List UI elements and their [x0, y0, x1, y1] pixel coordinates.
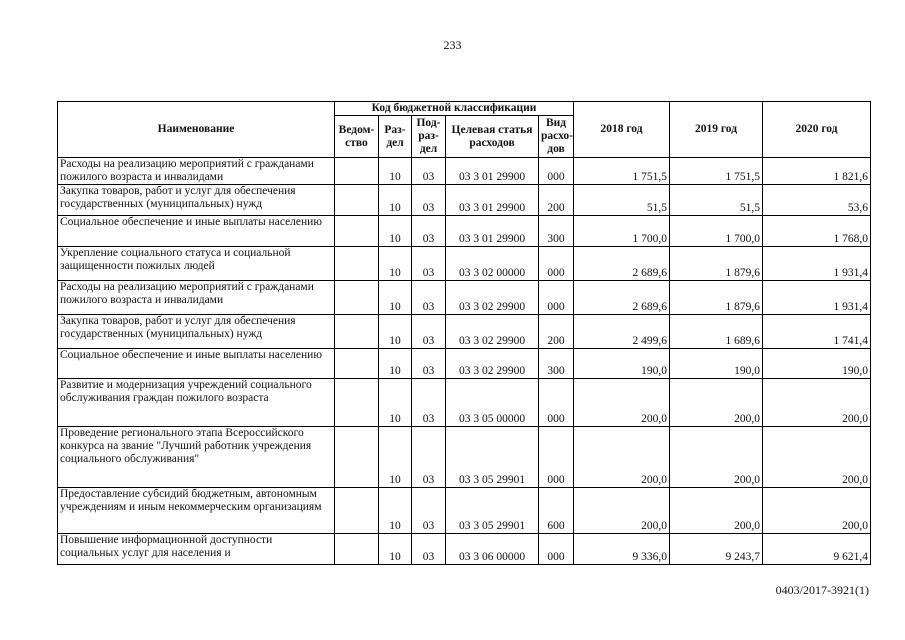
- row-podrazdel: 03: [412, 427, 446, 488]
- row-2018: 190,0: [574, 349, 670, 379]
- row-razdel: 10: [379, 281, 412, 315]
- row-2020: 200,0: [763, 427, 871, 488]
- row-2019: 200,0: [670, 427, 763, 488]
- row-vid-raskhodov: 000: [539, 158, 574, 185]
- row-vedomstvo: [335, 315, 379, 349]
- row-2020: 53,6: [763, 185, 871, 216]
- row-vedomstvo: [335, 216, 379, 247]
- row-razdel: 10: [379, 534, 412, 565]
- row-vid-raskhodov: 200: [539, 185, 574, 216]
- row-vedomstvo: [335, 534, 379, 565]
- row-razdel: 10: [379, 349, 412, 379]
- page-number: 233: [443, 38, 462, 52]
- row-name: Закупка товаров, работ и услуг для обеспечения государственных (муниципальных) нужд: [58, 185, 335, 216]
- row-2020: 1 931,4: [763, 281, 871, 315]
- table-row: [58, 349, 871, 379]
- row-2020: 1 821,6: [763, 158, 871, 185]
- row-name: Расходы на реализацию мероприятий с гражданами пожилого возраста и инвалидами: [58, 158, 335, 185]
- table-row: [58, 247, 871, 281]
- row-tselevaya-statya: 03 3 05 29901: [446, 427, 539, 488]
- row-2018: 2 499,6: [574, 315, 670, 349]
- row-name: Развитие и модернизация учреждений социального обслуживания граждан пожилого возраста: [58, 379, 335, 427]
- row-razdel: 10: [379, 247, 412, 281]
- row-2018: 9 336,0: [574, 534, 670, 565]
- row-vedomstvo: [335, 281, 379, 315]
- row-razdel: 10: [379, 158, 412, 185]
- table-row: [58, 534, 871, 565]
- row-podrazdel: 03: [412, 216, 446, 247]
- row-2018: 51,5: [574, 185, 670, 216]
- table-row: [58, 427, 871, 488]
- row-vedomstvo: [335, 158, 379, 185]
- row-2020: 190,0: [763, 349, 871, 379]
- row-razdel: 10: [379, 488, 412, 534]
- row-2018: 2 689,6: [574, 281, 670, 315]
- row-tselevaya-statya: 03 3 05 00000: [446, 379, 539, 427]
- row-2020: 1 768,0: [763, 216, 871, 247]
- row-podrazdel: 03: [412, 281, 446, 315]
- row-podrazdel: 03: [412, 534, 446, 565]
- header-2018: 2018 год: [574, 102, 670, 158]
- row-2019: 200,0: [670, 379, 763, 427]
- row-razdel: 10: [379, 427, 412, 488]
- row-tselevaya-statya: 03 3 01 29900: [446, 158, 539, 185]
- row-vedomstvo: [335, 349, 379, 379]
- table-row: [58, 185, 871, 216]
- row-2019: 9 243,7: [670, 534, 763, 565]
- row-podrazdel: 03: [412, 158, 446, 185]
- header-vid-raskhodov: Вид расхо-дов: [539, 116, 574, 158]
- table-row: [58, 379, 871, 427]
- header-2020: 2020 год: [763, 102, 871, 158]
- row-name: Социальное обеспечение и иные выплаты населению: [58, 349, 335, 379]
- header-name: Наименование: [58, 102, 335, 158]
- row-vid-raskhodov: 000: [539, 281, 574, 315]
- document-code: 0403/2017-3921(1): [775, 583, 869, 597]
- row-razdel: 10: [379, 216, 412, 247]
- row-tselevaya-statya: 03 3 06 00000: [446, 534, 539, 565]
- budget-table: [57, 101, 871, 565]
- row-vedomstvo: [335, 427, 379, 488]
- row-2020: 1 931,4: [763, 247, 871, 281]
- row-vid-raskhodov: 000: [539, 247, 574, 281]
- row-vedomstvo: [335, 185, 379, 216]
- table-row: [58, 216, 871, 247]
- header-razdel: Раз-дел: [379, 116, 412, 158]
- row-tselevaya-statya: 03 3 02 00000: [446, 247, 539, 281]
- row-vid-raskhodov: 200: [539, 315, 574, 349]
- row-name: Проведение регионального этапа Всероссийского конкурса на звание "Лучший работник учреждения социального обслуживания": [58, 427, 335, 488]
- row-vid-raskhodov: 300: [539, 349, 574, 379]
- row-2020: 1 741,4: [763, 315, 871, 349]
- row-tselevaya-statya: 03 3 02 29900: [446, 315, 539, 349]
- row-podrazdel: 03: [412, 379, 446, 427]
- row-2018: 1 700,0: [574, 216, 670, 247]
- header-2019: 2019 год: [670, 102, 763, 158]
- row-tselevaya-statya: 03 3 05 29901: [446, 488, 539, 534]
- row-2019: 1 689,6: [670, 315, 763, 349]
- row-vid-raskhodov: 000: [539, 379, 574, 427]
- row-2019: 1 879,6: [670, 281, 763, 315]
- table-row: [58, 281, 871, 315]
- row-name: Расходы на реализацию мероприятий с гражданами пожилого возраста и инвалидами: [58, 281, 335, 315]
- row-2018: 200,0: [574, 427, 670, 488]
- row-podrazdel: 03: [412, 349, 446, 379]
- table-row: [58, 158, 871, 185]
- row-2018: 2 689,6: [574, 247, 670, 281]
- row-2020: 200,0: [763, 379, 871, 427]
- row-razdel: 10: [379, 379, 412, 427]
- row-name: Укрепление социального статуса и социальной защищенности пожилых людей: [58, 247, 335, 281]
- row-tselevaya-statya: 03 3 02 29900: [446, 349, 539, 379]
- row-vedomstvo: [335, 488, 379, 534]
- row-tselevaya-statya: 03 3 01 29900: [446, 185, 539, 216]
- table-row: [58, 315, 871, 349]
- row-2019: 51,5: [670, 185, 763, 216]
- row-2020: 200,0: [763, 488, 871, 534]
- row-2019: 200,0: [670, 488, 763, 534]
- row-vid-raskhodov: 600: [539, 488, 574, 534]
- table-header: [58, 102, 871, 158]
- row-vid-raskhodov: 000: [539, 534, 574, 565]
- header-tselevaya-statya: Целевая статья расходов: [446, 116, 539, 158]
- row-tselevaya-statya: 03 3 01 29900: [446, 216, 539, 247]
- row-2018: 1 751,5: [574, 158, 670, 185]
- row-2018: 200,0: [574, 488, 670, 534]
- row-name: Повышение информационной доступности социальных услуг для населения и: [58, 534, 335, 565]
- row-podrazdel: 03: [412, 315, 446, 349]
- row-name: Закупка товаров, работ и услуг для обеспечения государственных (муниципальных) нужд: [58, 315, 335, 349]
- header-budget-code-group: Код бюджетной классификации: [335, 102, 574, 116]
- table-row: [58, 488, 871, 534]
- row-2019: 190,0: [670, 349, 763, 379]
- row-name: Социальное обеспечение и иные выплаты населению: [58, 216, 335, 247]
- row-tselevaya-statya: 03 3 02 29900: [446, 281, 539, 315]
- row-razdel: 10: [379, 315, 412, 349]
- row-vid-raskhodov: 000: [539, 427, 574, 488]
- row-vedomstvo: [335, 379, 379, 427]
- row-podrazdel: 03: [412, 185, 446, 216]
- row-podrazdel: 03: [412, 247, 446, 281]
- row-2020: 9 621,4: [763, 534, 871, 565]
- row-2019: 1 700,0: [670, 216, 763, 247]
- row-2018: 200,0: [574, 379, 670, 427]
- row-name: Предоставление субсидий бюджетным, автономным учреждениям и иным некоммерческим организациям: [58, 488, 335, 534]
- row-vid-raskhodov: 300: [539, 216, 574, 247]
- row-vedomstvo: [335, 247, 379, 281]
- row-2019: 1 751,5: [670, 158, 763, 185]
- row-2019: 1 879,6: [670, 247, 763, 281]
- header-podrazdel: Под-раз-дел: [412, 116, 446, 158]
- row-podrazdel: 03: [412, 488, 446, 534]
- row-razdel: 10: [379, 185, 412, 216]
- header-vedomstvo: Ведом-ство: [335, 116, 379, 158]
